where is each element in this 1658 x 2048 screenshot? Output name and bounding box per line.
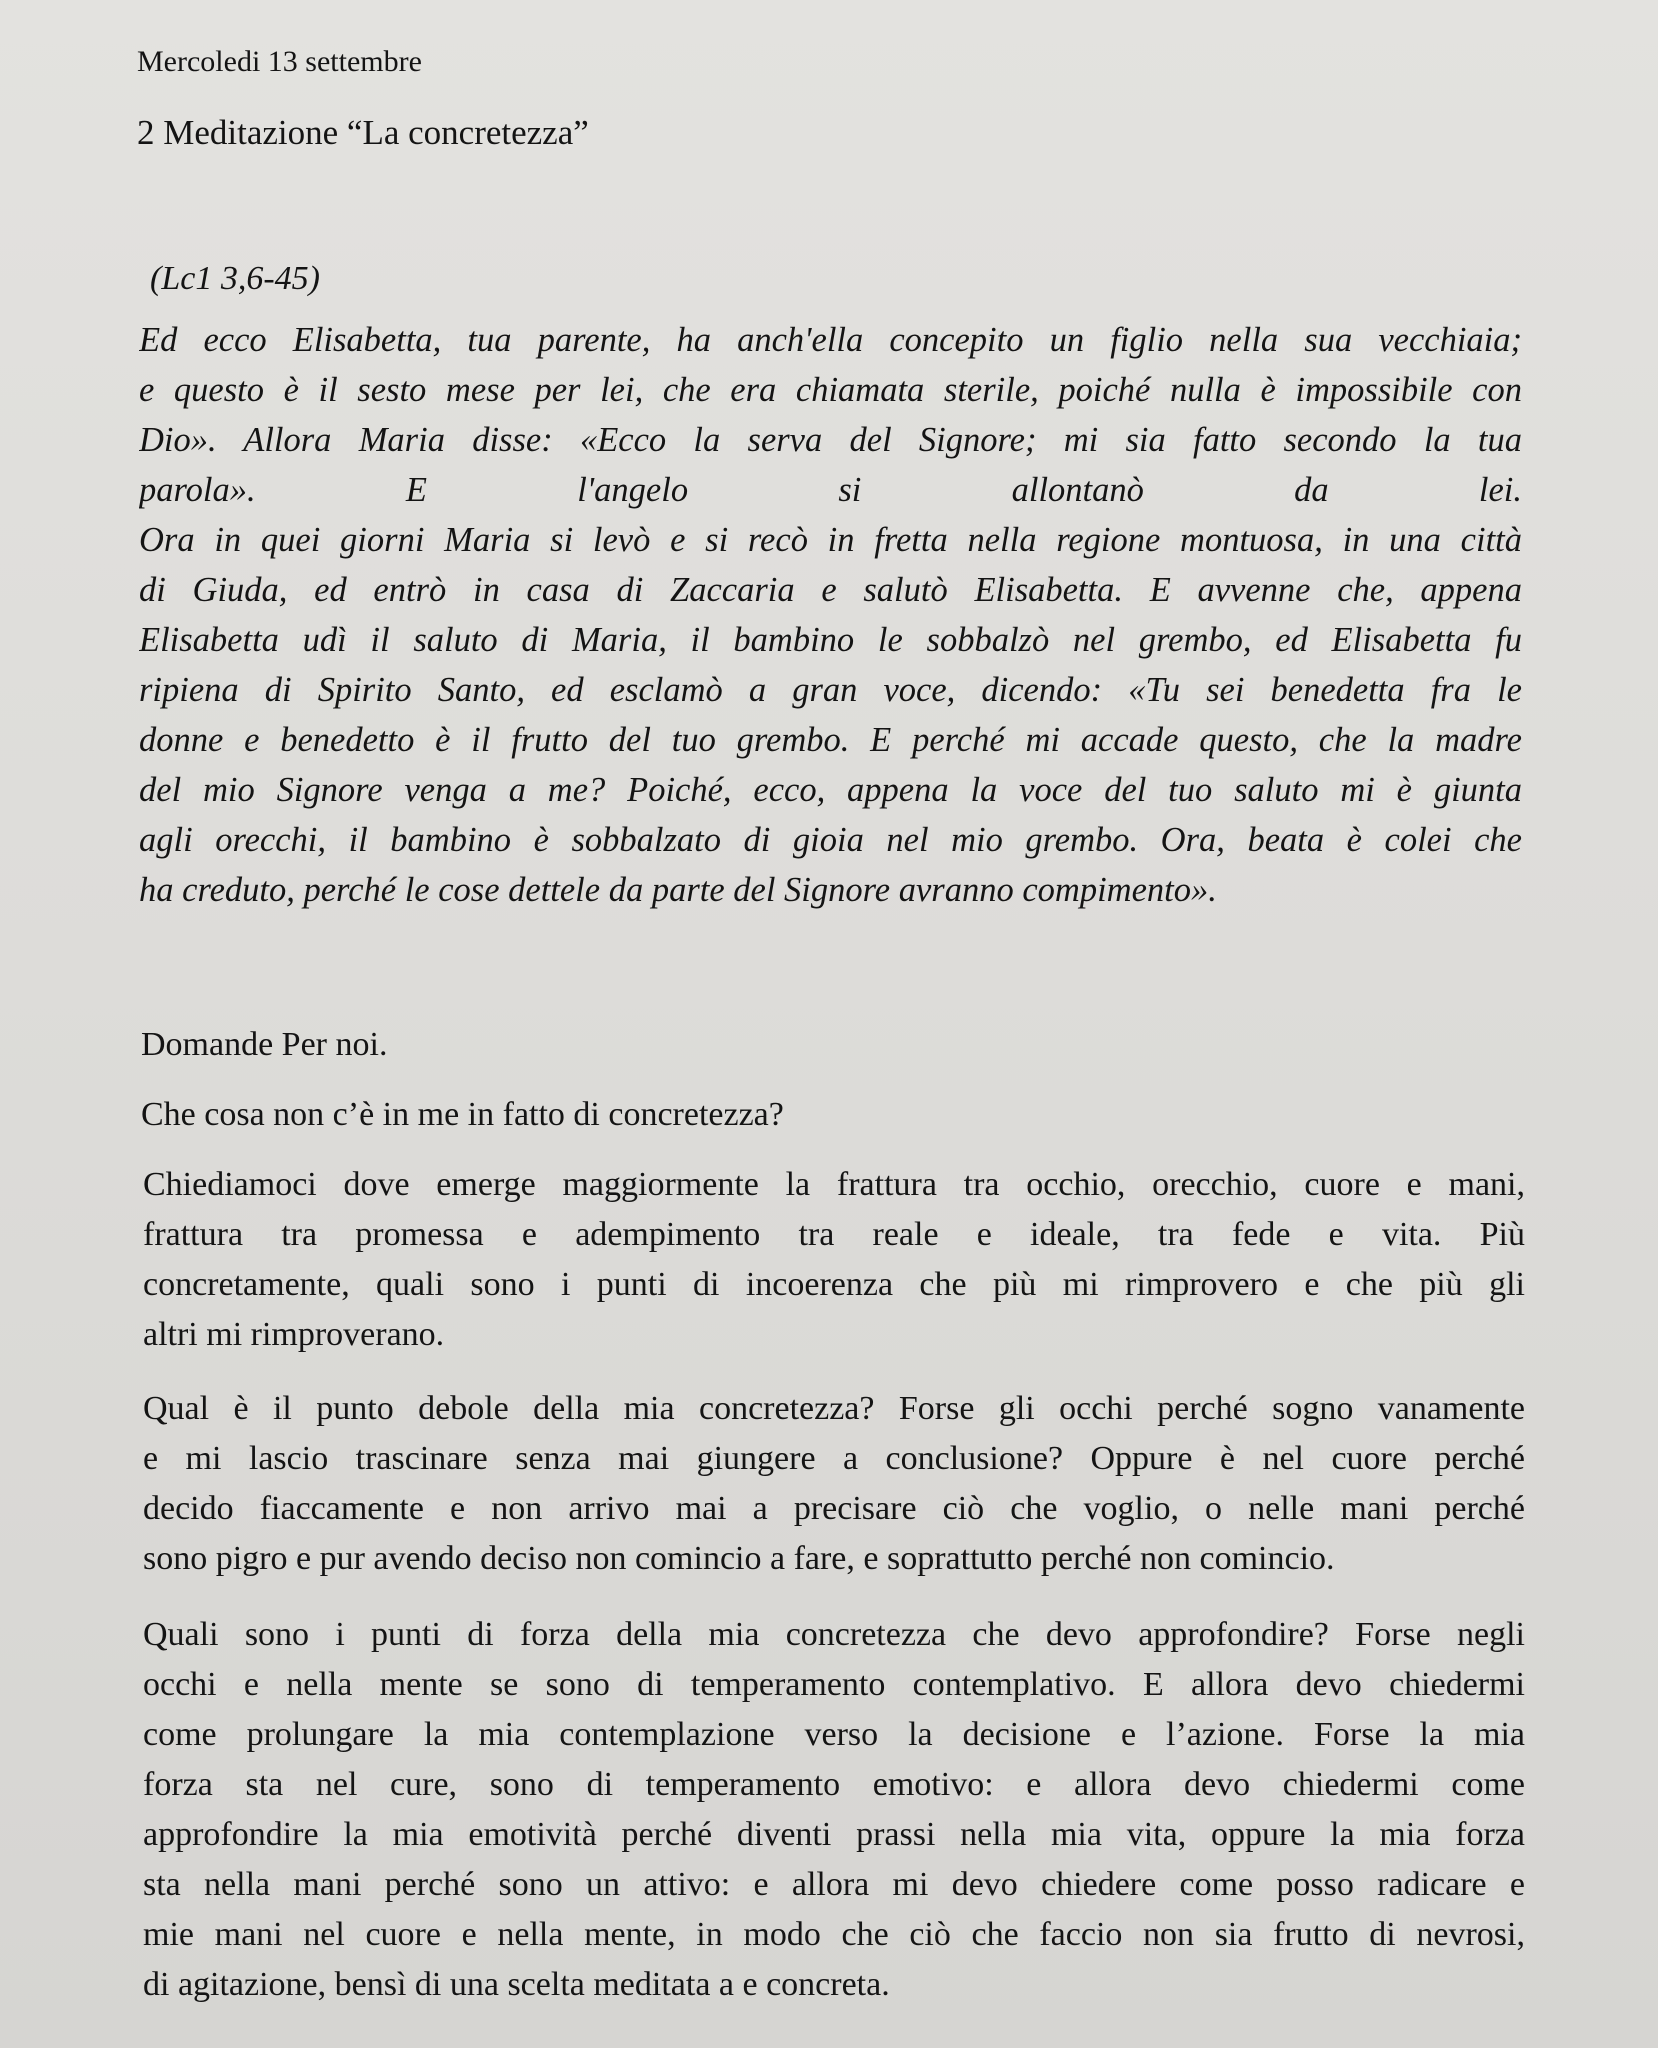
passage-line: ripiena di Spirito Santo, ed esclamò a gran voce, dicendo: «Tu sei benedetta fra le bbox=[139, 671, 1522, 709]
paragraph-line: altri mi rimproverano. bbox=[143, 1316, 445, 1353]
reflection-paragraph bbox=[143, 1610, 1525, 2010]
reflection-paragraph bbox=[143, 1384, 1525, 1584]
paragraph-line: concretamente, quali sono i punti di incoerenza che più mi rimprovero e che più gli bbox=[143, 1266, 1525, 1303]
passage-line: Ora in quei giorni Maria si levò e si recò in fretta nella regione montuosa, in una città bbox=[139, 521, 1522, 559]
paragraph-line: mie mani nel cuore e nella mente, in modo che ciò che faccio non sia frutto di nevrosi, bbox=[143, 1916, 1525, 1953]
paragraph-line: Quali sono i punti di forza della mia concretezza che devo approfondire? Forse negli bbox=[143, 1616, 1525, 1653]
passage-line: del mio Signore venga a me? Poiché, ecco, appena la voce del tuo saluto mi è giunta bbox=[139, 771, 1522, 809]
paragraph-line: Chiediamoci dove emerge maggiormente la frattura tra occhio, orecchio, cuore e mani, bbox=[143, 1166, 1525, 1203]
passage-line: donne e benedetto è il frutto del tuo grembo. E perché mi accade questo, che la madre bbox=[139, 721, 1522, 759]
passage-line: parola». E l'angelo si allontanò da lei. bbox=[139, 471, 1522, 509]
passage-line: di Giuda, ed entrò in casa di Zaccaria e salutò Elisabetta. E avvenne che, appena bbox=[139, 571, 1522, 609]
paragraph-line: sono pigro e pur avendo deciso non comincio a fare, e soprattutto perché non comincio. bbox=[143, 1540, 1335, 1577]
paragraph-line: approfondire la mia emotività perché diventi prassi nella mia vita, oppure la mia forza bbox=[143, 1816, 1525, 1853]
document-date: Mercoledi 13 settembre bbox=[137, 45, 422, 78]
first-question: Che cosa non c’è in me in fatto di concretezza? bbox=[141, 1096, 784, 1133]
passage-line: Ed ecco Elisabetta, tua parente, ha anch'ella concepito un figlio nella sua vecchiaia; bbox=[139, 321, 1522, 359]
passage-line: Dio». Allora Maria disse: «Ecco la serva del Signore; mi sia fatto secondo la tua bbox=[139, 421, 1522, 459]
document-title: 2 Meditazione “La concretezza” bbox=[137, 113, 589, 152]
passage-line: agli orecchi, il bambino è sobbalzato di gioia nel mio grembo. Ora, beata è colei che bbox=[139, 821, 1522, 859]
paragraph-line: di agitazione, bensì di una scelta meditata a e concreta. bbox=[143, 1966, 890, 2003]
paragraph-line: occhi e nella mente se sono di temperamento contemplativo. E allora devo chiedermi bbox=[143, 1666, 1525, 1703]
paragraph-line: frattura tra promessa e adempimento tra reale e ideale, tra fede e vita. Più bbox=[143, 1216, 1525, 1253]
scripture-passage bbox=[139, 315, 1522, 915]
paragraph-line: come prolungare la mia contemplazione verso la decisione e l’azione. Forse la mia bbox=[143, 1716, 1525, 1753]
paragraph-line: Qual è il punto debole della mia concretezza? Forse gli occhi perché sogno vanamente bbox=[143, 1390, 1525, 1427]
paragraph-line: decido fiaccamente e non arrivo mai a precisare ciò che voglio, o nelle mani perché bbox=[143, 1490, 1525, 1527]
paragraph-line: sta nella mani perché sono un attivo: e allora mi devo chiedere come posso radicare e bbox=[143, 1866, 1525, 1903]
paragraph-line: e mi lascio trascinare senza mai giungere a conclusione? Oppure è nel cuore perché bbox=[143, 1440, 1525, 1477]
paragraph-line: forza sta nel cure, sono di temperamento emotivo: e allora devo chiedermi come bbox=[143, 1766, 1525, 1803]
passage-line: Elisabetta udì il saluto di Maria, il bambino le sobbalzò nel grembo, ed Elisabetta fu bbox=[139, 621, 1522, 659]
questions-heading: Domande Per noi. bbox=[141, 1026, 388, 1063]
scripture-reference: (Lc1 3,6-45) bbox=[150, 260, 320, 297]
passage-line: e questo è il sesto mese per lei, che era chiamata sterile, poiché nulla è impossibile con bbox=[139, 371, 1522, 409]
reflection-paragraph bbox=[143, 1160, 1525, 1360]
passage-line: ha creduto, perché le cose dettele da parte del Signore avranno compimento». bbox=[139, 871, 1217, 909]
